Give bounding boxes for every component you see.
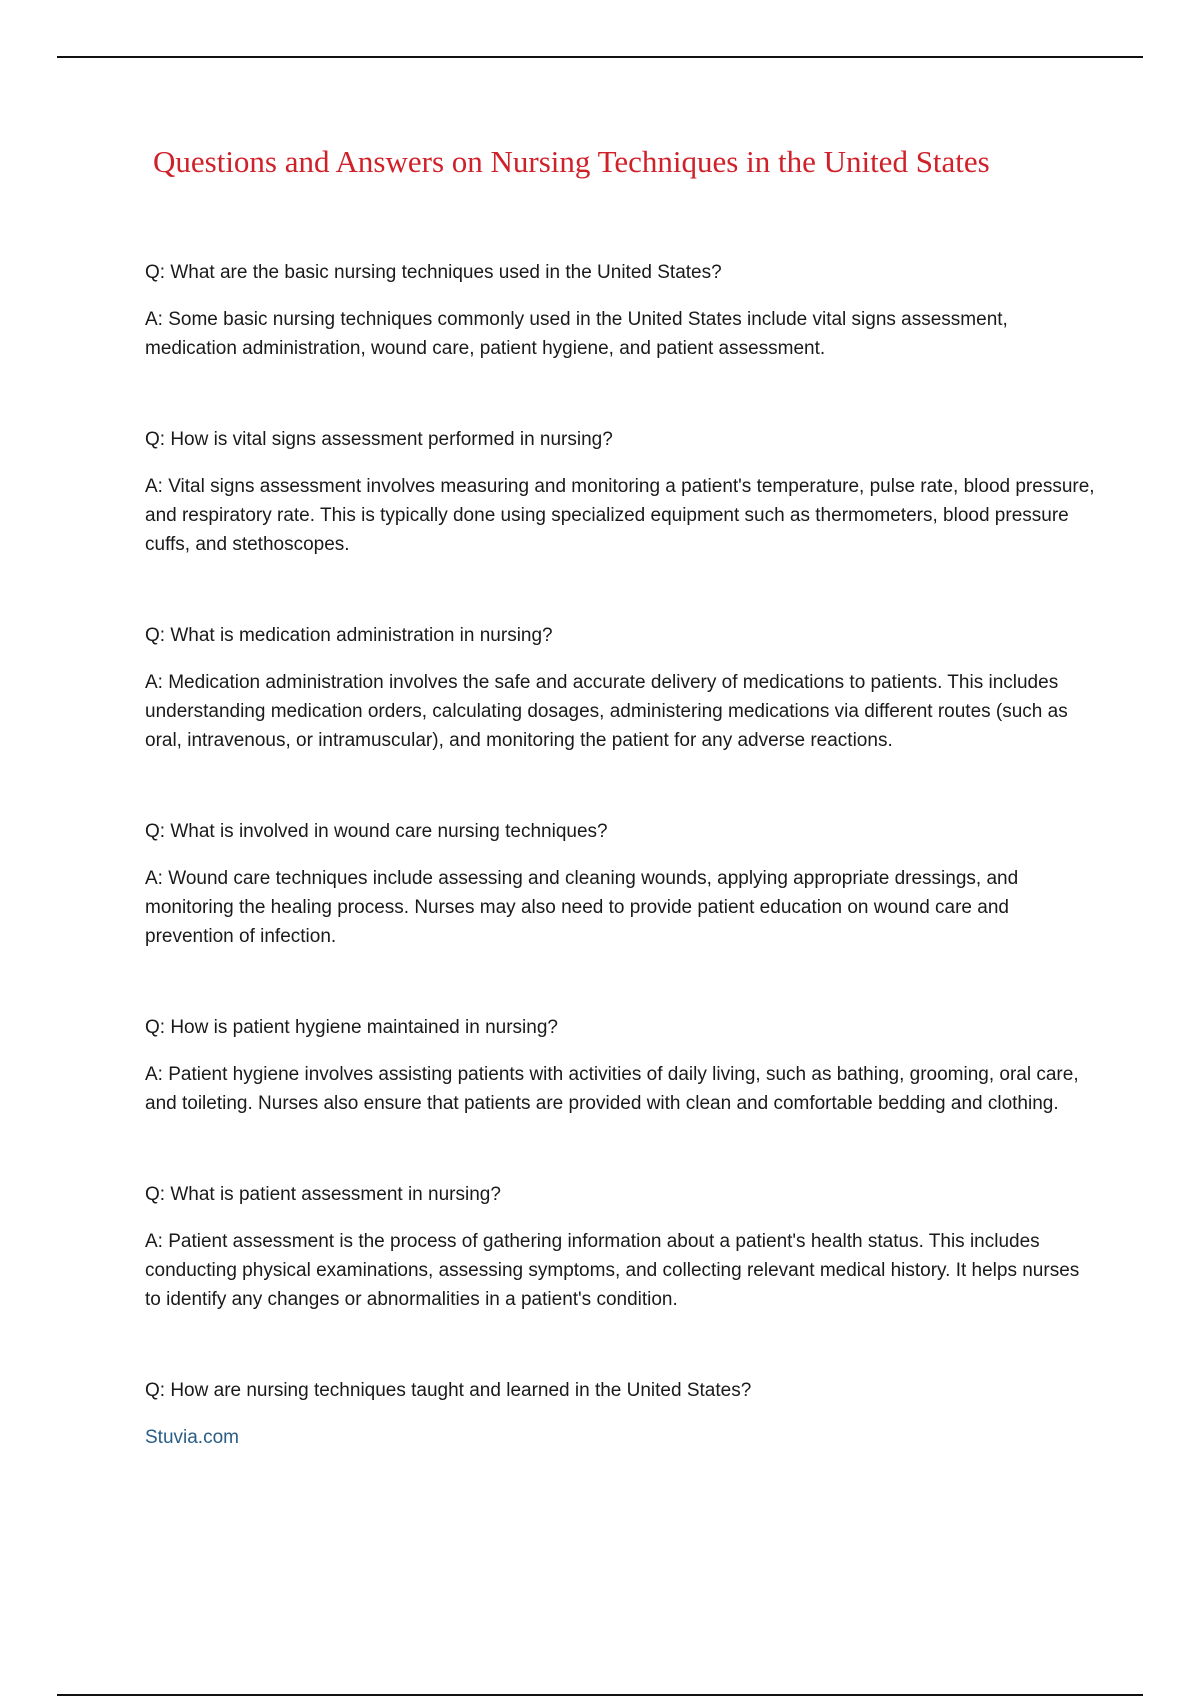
answer-text: A: Patient assessment is the process of gathering information about a patient's health status. This includes conducting physical examinations, assessing symptoms, and collecting relevant medical history. It helps nurses to identify any changes or abnormalities in a patient's condition. bbox=[145, 1231, 1080, 1310]
answer-text: A: Patient hygiene involves assisting patients with activities of daily living, such as bathing, grooming, oral care, and toileting. Nurses also ensure that patients are provided with clean and comfortable bedding and clothing. bbox=[145, 1064, 1079, 1114]
qa-item bbox=[145, 258, 1097, 363]
top-rule bbox=[57, 56, 1143, 58]
question-text: Q: How is vital signs assessment performed in nursing? bbox=[145, 429, 613, 450]
answer-text: A: Vital signs assessment involves measuring and monitoring a patient's temperature, pulse rate, blood pressure, and respiratory rate. This is typically done using specialized equipment such as thermometers, blood pressure cuffs, and stethoscopes. bbox=[145, 476, 1095, 555]
qa-item bbox=[145, 425, 1097, 559]
page-title: Questions and Answers on Nursing Techniques in the United States bbox=[153, 144, 990, 179]
qa-item bbox=[145, 621, 1097, 755]
answer-text: A: Wound care techniques include assessing and cleaning wounds, applying appropriate dressings, and monitoring the healing process. Nurses may also need to provide patient education on wound care and prevention of infection. bbox=[145, 868, 1019, 947]
question-text: Q: What are the basic nursing techniques used in the United States? bbox=[145, 262, 722, 283]
qa-item bbox=[145, 1180, 1097, 1314]
qa-list bbox=[145, 258, 1097, 1452]
question-text: Q: What is involved in wound care nursing techniques? bbox=[145, 821, 608, 842]
answer-text: A: Medication administration involves the safe and accurate delivery of medications to patients. This includes understanding medication orders, calculating dosages, administering medications via different routes (such as oral, intravenous, or intramuscular), and monitoring the patient for any adverse reactions. bbox=[145, 672, 1068, 751]
final-question-text: Q: How are nursing techniques taught and learned in the United States? bbox=[145, 1380, 752, 1401]
qa-item bbox=[145, 817, 1097, 951]
answer-text: A: Some basic nursing techniques commonly used in the United States include vital signs assessment, medication administration, wound care, patient hygiene, and patient assessment. bbox=[145, 309, 1008, 359]
qa-item bbox=[145, 1013, 1097, 1118]
bottom-rule bbox=[57, 1694, 1143, 1696]
question-text: Q: What is patient assessment in nursing? bbox=[145, 1184, 501, 1205]
question-text: Q: How is patient hygiene maintained in nursing? bbox=[145, 1017, 558, 1038]
source-link[interactable]: Stuvia.com bbox=[145, 1427, 239, 1448]
question-text: Q: What is medication administration in nursing? bbox=[145, 625, 553, 646]
qa-item-final bbox=[145, 1376, 1097, 1452]
